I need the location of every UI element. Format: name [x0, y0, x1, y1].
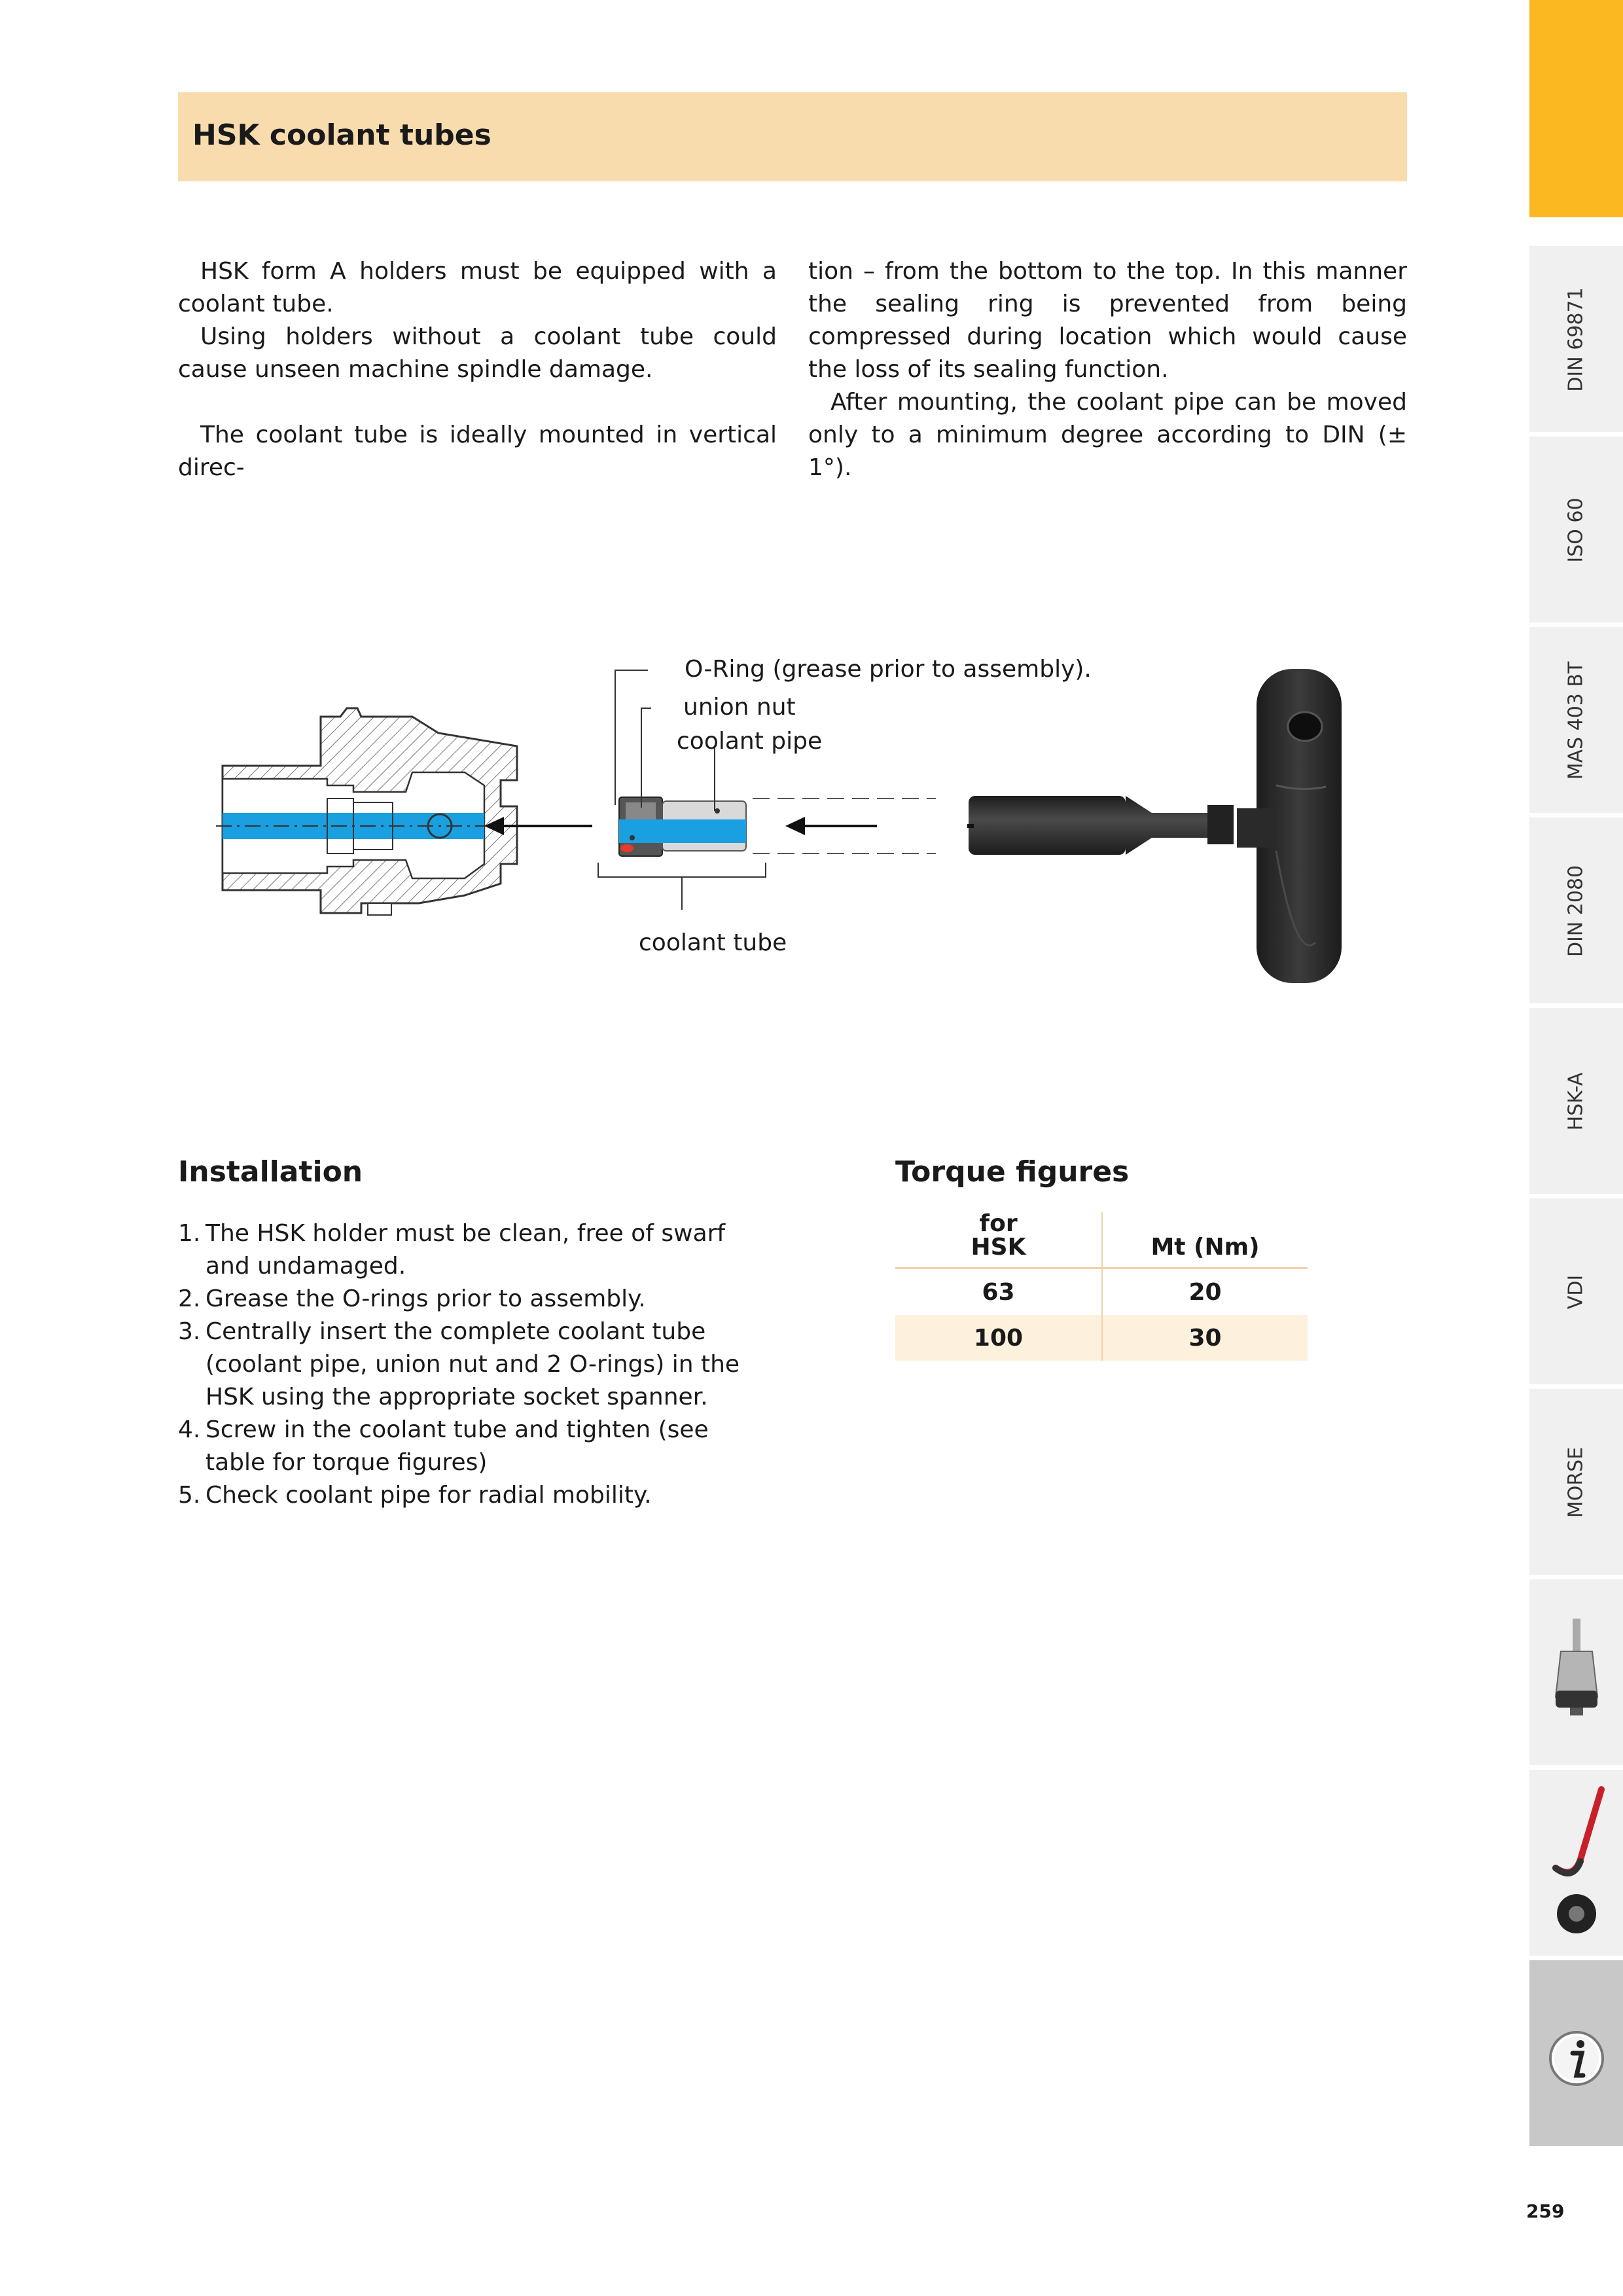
tab-spanner-nut[interactable]	[1529, 1768, 1623, 1956]
list-item	[178, 1414, 770, 1479]
tab-label: MORSE	[1564, 1446, 1588, 1518]
label-union-nut: union nut	[683, 694, 796, 721]
tab-label: DIN 2080	[1564, 865, 1588, 958]
step-text: Check coolant pipe for radial mobility.	[205, 1482, 652, 1509]
tab-din-2080[interactable]	[1529, 816, 1623, 1003]
cell-hsk: 100	[895, 1315, 1102, 1361]
installation-steps	[178, 1217, 770, 1512]
list-item	[178, 1217, 770, 1283]
tab-label: ISO 60	[1564, 497, 1588, 563]
step-number: 4.	[178, 1416, 201, 1443]
tab-label: DIN 69871	[1564, 287, 1588, 392]
list-item	[178, 1479, 770, 1512]
socket-spanner-tool	[967, 669, 1342, 983]
tab-din-69871[interactable]	[1529, 244, 1623, 432]
intro-paragraph: HSK form A holders must be equipped with a coolant tube.	[178, 258, 777, 317]
step-number: 5.	[178, 1482, 201, 1509]
page-number: 259	[1526, 2200, 1565, 2222]
spanner-nut-icon	[1529, 1770, 1623, 1958]
cell-mt: 30	[1102, 1315, 1308, 1361]
tab-hsk-a[interactable]	[1529, 1006, 1623, 1194]
hsk-holder-section	[216, 708, 517, 915]
assembly-drawing	[190, 641, 1407, 1008]
alignment-guides	[753, 798, 936, 853]
accent-tab	[1529, 0, 1623, 217]
list-item	[178, 1283, 770, 1316]
tab-drill-chuck[interactable]	[1529, 1577, 1623, 1765]
label-coolant-tube: coolant tube	[639, 929, 787, 956]
step-text: Screw in the coolant tube and tighten (see table for torque figures)	[205, 1416, 709, 1476]
intro-left-column	[178, 255, 777, 484]
tab-info[interactable]	[1529, 1958, 1623, 2146]
column-header-mt: Mt (Nm)	[1102, 1212, 1308, 1268]
intro-right-column	[808, 255, 1407, 484]
step-text: Centrally insert the complete coolant tube (coolant pipe, union nut and 2 O-rings) in the HSK using the appropriate socket spanner.	[205, 1318, 740, 1410]
cell-mt: 20	[1188, 1278, 1222, 1306]
column-header-line: HSK	[971, 1234, 1026, 1261]
intro-paragraph: After mounting, the coolant pipe can be moved only to a minimum degree according to DIN (± 1°).	[808, 389, 1407, 481]
page-title: HSK coolant tubes	[192, 118, 491, 152]
drill-chuck-icon	[1529, 1579, 1623, 1767]
table-row	[895, 1315, 1308, 1361]
label-coolant-pipe: coolant pipe	[677, 728, 823, 755]
intro-paragraph: The coolant tube is ideally mounted in vertical direc-	[178, 422, 777, 481]
column-header-line: for	[979, 1210, 1018, 1237]
torque-table	[895, 1212, 1308, 1361]
table-row	[895, 1268, 1308, 1316]
insert-arrow	[484, 817, 592, 835]
tab-label: MAS 403 BT	[1564, 661, 1588, 780]
tab-label: VDI	[1564, 1274, 1588, 1310]
step-number: 1.	[178, 1220, 201, 1247]
label-o-ring: O-Ring (grease prior to assembly).	[685, 656, 1092, 683]
coolant-tube-diagram	[190, 641, 1407, 1008]
torque-heading: Torque figures	[895, 1155, 1130, 1189]
step-text: Grease the O-rings prior to assembly.	[205, 1285, 646, 1312]
header-band	[178, 92, 1407, 181]
tab-iso-60[interactable]	[1529, 435, 1623, 622]
intro-paragraph: Using holders without a coolant tube could cause unseen machine spindle damage.	[178, 323, 777, 383]
step-text: The HSK holder must be clean, free of swarf and undamaged.	[205, 1220, 726, 1280]
coolant-tube-part	[619, 797, 746, 856]
installation-heading: Installation	[178, 1155, 363, 1189]
tab-mas-403-bt[interactable]	[1529, 625, 1623, 813]
tab-vdi[interactable]	[1529, 1196, 1623, 1384]
column-header-hsk	[895, 1212, 1102, 1268]
cell-hsk: 63	[895, 1268, 1102, 1316]
section-tabs	[1529, 0, 1623, 2296]
intro-paragraph: tion – from the bottom to the top. In this manner the sealing ring is prevented from being compressed during location which would cause the loss of its sealing function.	[808, 258, 1407, 383]
list-item	[178, 1316, 770, 1414]
tab-morse[interactable]	[1529, 1387, 1623, 1575]
tab-label: HSK-A	[1564, 1072, 1588, 1131]
step-number: 2.	[178, 1285, 201, 1312]
info-icon	[1529, 1960, 1623, 2148]
step-number: 3.	[178, 1318, 201, 1345]
